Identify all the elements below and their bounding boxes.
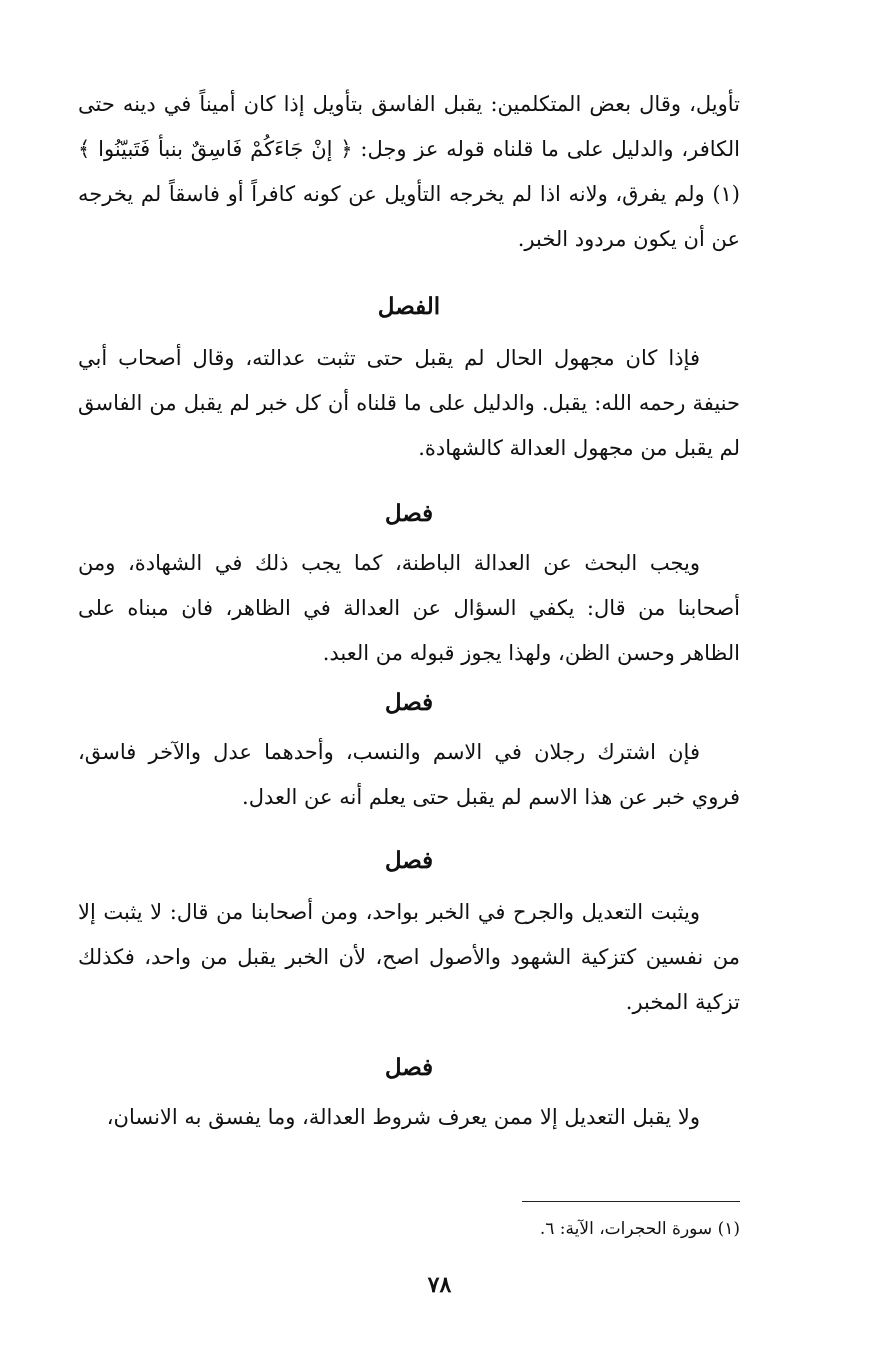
paragraph-4: فإن اشترك رجلان في الاسم والنسب، وأحدهما عدل والآخر فاسق، فروي خبر عن هذا الاسم لم يقبل حتى يعلم أنه عن العدل. [78,740,740,809]
footnote-divider [522,1201,740,1202]
paragraph-3: ويجب البحث عن العدالة الباطنة، كما يجب ذلك في الشهادة، ومن أصحابنا من قال: يكفي السؤال عن العدالة في الظاهر، فان مبناه على الظاهر وحسن الظن، ولهذا يجوز قبوله من العبد. [78,551,740,665]
footnote: (١) سورة الحجرات، الآية: ٦. [539,1219,740,1239]
paragraph-2: فإذا كان مجهول الحال لم يقبل حتى تثبت عدالته، وقال أصحاب أبي حنيفة رحمه الله: يقبل. والدليل على ما قلناه أن كل خبر لم يقبل من الفاسق لم يقبل من مجهول العدالة كالشهادة. [78,346,740,460]
paragraph-5: ويثبت التعديل والجرح في الخبر بواحد، ومن أصحابنا من قال: لا يثبت إلا من نفسين كتزكية الشهود والأصول اصح، لأن الخبر يقبل من واحد، فكذلك تزكية المخبر. [78,900,740,1014]
section-heading-5: فصل [384,1054,434,1081]
section-heading-3: فصل [384,689,434,716]
paragraph-1: تأويل، وقال بعض المتكلمين: يقبل الفاسق بتأويل إذا كان أميناً في دينه حتى الكافر، والدليل على ما قلناه قوله عز وجل: ﴿ إنْ جَاءَكُمْ فَاسِقٌ بنبأ فَتَبيّنُوا ﴾ (١) ولم يفرق، ولانه اذا لم يخرجه التأويل عن كونه كافراً أو فاسقاً لم يخرجه عن أن يكون مردود الخبر. [78,92,740,251]
page-number: ٧٨ [427,1272,452,1298]
page-body [78,82,740,1140]
section-heading-1: الفصل [377,293,441,320]
paragraph-6: ولا يقبل التعديل إلا ممن يعرف شروط العدالة، وما يفسق به الانسان، [106,1105,700,1129]
section-heading-4: فصل [384,847,434,874]
section-heading-2: فصل [384,500,434,527]
